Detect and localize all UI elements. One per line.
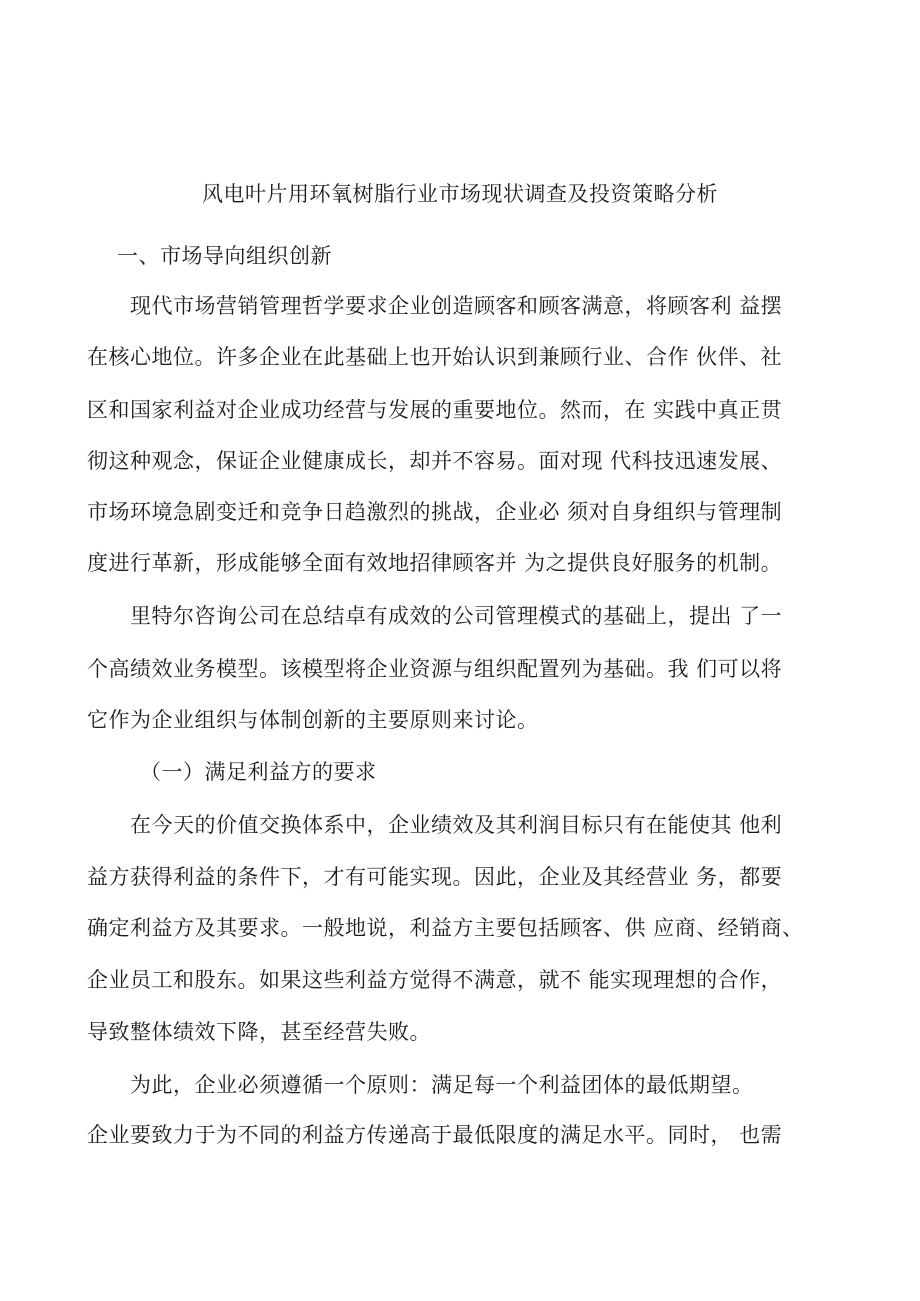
paragraph-line: 为此，企业必须遵循一个原则：满足每一个利益团体的最低期望。 xyxy=(130,1073,754,1097)
paragraph-line: 益方获得利益的条件下，才有可能实现。因此，企业及其经营业 务，都要 xyxy=(87,865,783,889)
subsection-heading: （一）满足利益方的要求 xyxy=(140,760,377,784)
paragraph-line: 现代市场营销管理哲学要求企业创造顾客和顾客满意，将顾客利 益摆 xyxy=(130,294,783,318)
paragraph-line: 度进行革新，形成能够全面有效地招律顾客并 为之提供良好服务的机制。 xyxy=(87,551,783,575)
paragraph-line: 区和国家利益对企业成功经营与发展的重要地位。然而，在 实践中真正贯 xyxy=(87,398,783,422)
paragraph-line: 在核心地位。许多企业在此基础上也开始认识到兼顾行业、合作 伙伴、社 xyxy=(87,345,783,369)
paragraph-line: 里特尔咨询公司在总结卓有成效的公司管理模式的基础上，提出 了一 xyxy=(130,604,783,628)
paragraph-line: 个高绩效业务模型。该模型将企业资源与组织配置列为基础。我 们可以将 xyxy=(87,657,783,681)
paragraph-line: 在今天的价值交换体系中，企业绩效及其利润目标只有在能使其 他利 xyxy=(130,813,783,837)
paragraph-line: 企业要致力于为不同的利益方传递高于最低限度的满足水平。同时， 也需 xyxy=(87,1123,783,1147)
paragraph-line: 市场环境急剧变迁和竞争日趋激烈的挑战，企业必 须对自身组织与管理制 xyxy=(87,500,783,524)
paragraph-line: 确定利益方及其要求。一般地说，利益方主要包括顾客、供 应商、经销商、 xyxy=(87,916,804,940)
document-title: 风电叶片用环氧树脂行业市场现状调查及投资策略分析 xyxy=(202,182,718,206)
paragraph-line: 彻这种观念，保证企业健康成长，却并不容易。面对现 代科技迅速发展、 xyxy=(87,449,783,473)
paragraph-line: 导致整体绩效下降，甚至经营失败。 xyxy=(87,1020,431,1044)
section-heading: 一、市场导向组织创新 xyxy=(117,244,332,268)
paragraph-line: 它作为企业组织与体制创新的主要原则来讨论。 xyxy=(87,708,539,732)
paragraph-line: 企业员工和股东。如果这些利益方觉得不满意，就不 能实现理想的合作， xyxy=(87,968,783,992)
